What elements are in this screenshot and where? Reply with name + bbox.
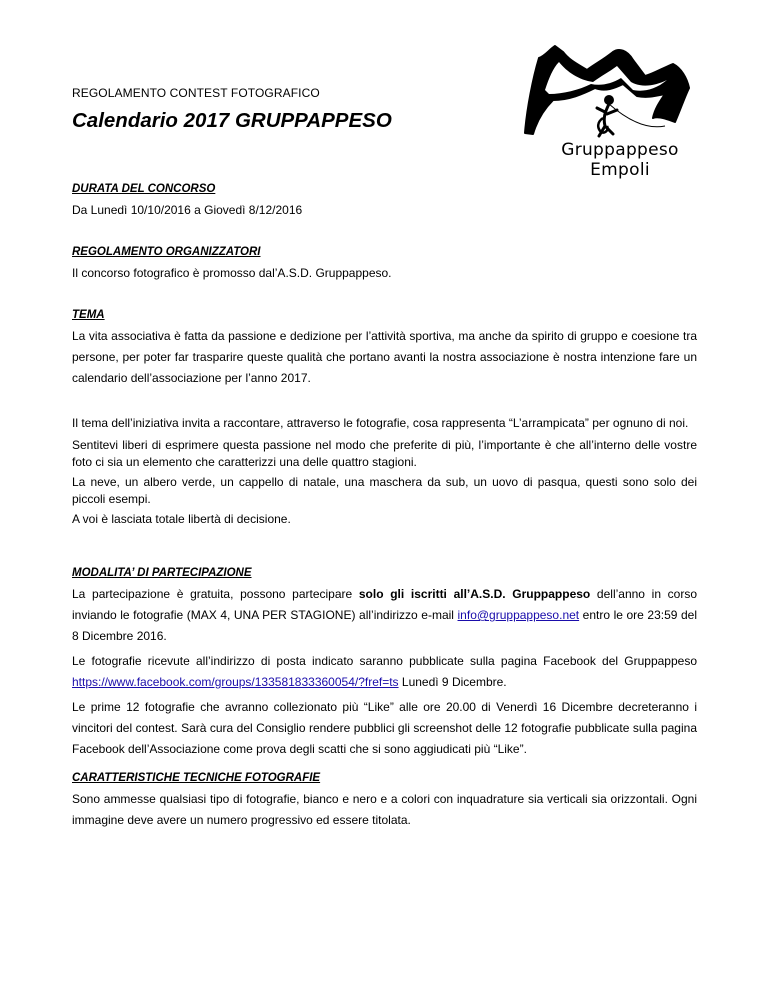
doc-title: Calendario 2017 GRUPPAPPESO xyxy=(72,109,392,132)
organizzatori-text: Il concorso fotografico è promosso dal’A.S.D. Gruppappeso. xyxy=(72,266,392,280)
facebook-group-link[interactable]: https://www.facebook.com/groups/133581833360054/?fref=ts xyxy=(72,675,399,689)
tema-paragraph-1: La vita associativa è fatta da passione e dedizione per l’attività sportiva, ma anche da spirito di gruppo e coesione tra persone, per poter far trasparire queste qualità che portano avanti la nostra associazione è nostra intenzione fare un calendario dell’associazione per l’anno 2017. xyxy=(72,329,697,385)
section-durata xyxy=(72,179,697,221)
section-caratteristiche xyxy=(72,768,697,831)
tema-paragraph-5: A voi è lasciata totale libertà di decisione. xyxy=(72,512,291,526)
section-tema xyxy=(72,305,697,528)
modalita-paragraph-1 xyxy=(72,584,697,647)
modalita-paragraph-3: Le prime 12 fotografie che avranno collezionato più “Like” alle ore 20.00 di Venerdì 16 Dicembre decreteranno i vincitori del contest. Sarà cura del Consiglio rendere pubblici gli screenshot delle 12 fotografie pubblicate sulla pagina Facebook dell’Associazione come prova degli scatti che si sono aggiudicati più “Like”. xyxy=(72,700,697,756)
durata-text: Da Lunedì 10/10/2016 a Giovedì 8/12/2016 xyxy=(72,203,303,217)
modalita-p1-intro: La partecipazione è gratuita, possono partecipare xyxy=(72,587,359,601)
modalita-paragraph-2 xyxy=(72,651,697,693)
modalita-p1-deadline: entro le ore 23:59 del 8 Dicembre 2016. xyxy=(72,608,698,643)
modalita-heading: MODALITA’ DI PARTECIPAZIONE xyxy=(72,567,252,579)
organizzatori-heading: REGOLAMENTO ORGANIZZATORI xyxy=(72,246,261,258)
modalita-p2-date: Lunedì 9 Dicembre. xyxy=(398,675,507,689)
caratteristiche-heading: CARATTERISTICHE TECNICHE FOTOGRAFIE xyxy=(72,772,321,784)
gruppappeso-logo xyxy=(505,38,700,188)
doc-kicker: REGOLAMENTO CONTEST FOTOGRAFICO xyxy=(72,86,320,100)
durata-heading: DURATA DEL CONCORSO xyxy=(72,183,216,195)
caratteristiche-text: Sono ammesse qualsiasi tipo di fotografie, bianco e nero e a colori con inquadrature sia verticali sia orizzontali. Ogni immagine deve avere un numero progressivo ed essere titolata. xyxy=(72,792,697,827)
tema-heading: TEMA xyxy=(72,309,105,321)
tema-paragraph-4: La neve, un albero verde, un cappello di natale, una maschera da sub, un uovo di pasqua, questi sono solo dei piccoli esempi. xyxy=(72,475,697,506)
tema-paragraph-3: Sentitevi liberi di esprimere questa passione nel modo che preferite di più, l’importante è che all’interno delle vostre foto ci sia un elemento che caratterizzi una delle quattro stagioni. xyxy=(72,438,697,469)
section-modalita xyxy=(72,563,697,760)
modalita-p2-intro: Le fotografie ricevute all’indirizzo di posta indicato saranno pubblicate sulla pagina Facebook del Gruppappeso xyxy=(72,654,697,668)
email-link[interactable]: info@gruppappeso.net xyxy=(457,608,580,622)
tema-paragraph-2: Il tema dell’iniziativa invita a raccontare, attraverso le fotografie, cosa rappresenta “L’arrampicata” per ognuno di noi. xyxy=(72,416,689,430)
logo-name: Gruppappeso xyxy=(561,140,679,160)
modalita-p1-details: dell’anno in corso inviando le fotografie (MAX 4, UNA PER STAGIONE) all’indirizzo e-mail xyxy=(72,587,698,622)
logo-city: Empoli xyxy=(590,160,650,180)
modalita-p1-requirement: solo gli iscritti all’A.S.D. Gruppappeso xyxy=(358,587,591,601)
mountain-climber-logo-icon xyxy=(505,38,700,148)
section-organizzatori xyxy=(72,242,697,284)
